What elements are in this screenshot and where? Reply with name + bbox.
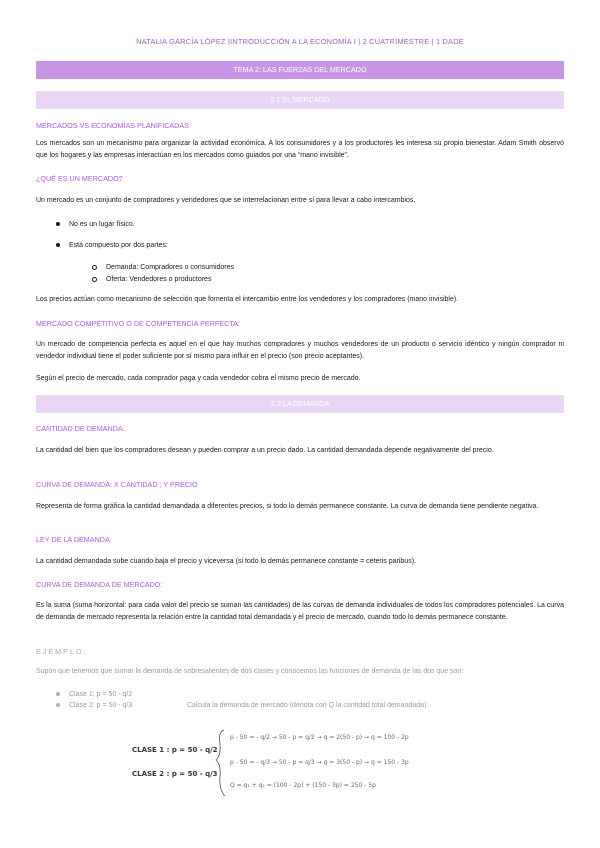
clase-item: Clase 2: p = 50 - q/3 — [56, 701, 132, 711]
paragraph-segun-precio: Según el precio de mercado, cada comprador paga y cada vendedor cobra el mismo precio de mercado. — [36, 375, 361, 382]
sub-bullet-item: Demanda: Compradores o consumidores — [92, 263, 234, 273]
heading-curva-mercado: CURVA DE DEMANDA DE MERCADO: — [36, 580, 163, 589]
bullet-dot-icon — [56, 692, 60, 696]
paragraph-competitivo: Un mercado de competencia perfecta es aquel en el que hay muchos compradores y muchos vendedores de un producto o servicio idéntico y ningún comprador ni vendedor individual tiene el poder suficiente por sí mismo para influir en el precio (son precio aceptantes). — [36, 341, 564, 360]
paragraph-cantidad-demanda: La cantidad del bien que los compradores desean y pueden comprar a un precio dado. La cantidad demandada depende negativamente del precio. — [36, 447, 494, 454]
hand-line3: Q = q₁ + q₂ = (100 - 2p) + (150 - 3p) = 250 - 5p — [230, 782, 376, 789]
bullet-item: No es un lugar físico. — [56, 220, 135, 230]
ejemplo-label: EJEMPLO: — [36, 647, 88, 656]
section-banner-mercado: 2.1 EL MERCADO — [36, 91, 564, 109]
calcula-text: Calcula la demanda de mercado (denota con Q la cantidad total demandada): — [187, 702, 429, 709]
heading-ley-demanda: LEY DE LA DEMANDA: — [36, 535, 112, 544]
paragraph-mercados: Los mercados son un mecanismo para organizar la actividad económica. A los consumidores y a los productores les interesa su propio bienestar. Adam Smith observó que los hogares y las empresas interactúan en los mercados como guiados por una “mano invisible”. — [36, 140, 564, 159]
section-banner-demanda: 2.2 LA DEMANDA — [36, 395, 564, 413]
paragraph-curva-mercado: Es la suma (suma horizontal: para cada valor del precio se suman las cantidades) de las curvas de demanda individuales de todos los compradores potenciales. La curva de demanda de mercado representa la relación entre la cantidad total demandada y el precio de mercado, cuando todo lo demás permanece constante. — [36, 602, 564, 621]
hand-clase1: CLASE 1 : p = 50 - q/2 — [132, 746, 218, 754]
paragraph-ejemplo: Supón que tenemos que sumar la demanda de sobresalientes de dos clases y conocemos las funciones de demanda de las dos que son: — [36, 668, 464, 675]
hand-clase2: CLASE 2 : p = 50 - q/3 — [132, 770, 218, 778]
brace-icon — [216, 730, 225, 796]
heading-que-es-mercado: ¿QUÉ ES UN MERCADO? — [36, 174, 123, 183]
circle-bullet-icon — [92, 277, 97, 282]
paragraph-precios: Los precios actúan como mecanismo de selección que fomenta el intercambio entre los vendedores y los compradores (mano invisible). — [36, 296, 459, 303]
document-header: NATALIA GARCÍA LÓPEZ |INTRODUCCIÓN A LA ECONOMÍA I | 2 CUATRIMESTRE | 1 DADE — [136, 37, 464, 46]
heading-competitivo: MERCADO COMPETITIVO O DE COMPETENCIA PERFECTA: — [36, 319, 240, 328]
hand-line2: p - 50 = - q/3 → 50 - p = q/3 → q = 3(50 - p) → q = 150 - 3p — [230, 759, 409, 766]
paragraph-curva-demanda: Representa de forma gráfica la cantidad demandada a diferentes precios, si todo lo demás permanece constante. La curva de demanda tiene pendiente negativa. — [36, 503, 539, 510]
clase-item: Clase 1: p = 50 - q/2 — [56, 690, 132, 700]
handwritten-example — [130, 724, 570, 804]
sub-bullet-item: Oferta: Vendedores o productores — [92, 275, 211, 285]
bullet-dot-icon — [56, 703, 60, 707]
hand-line1: p - 50 = - q/2 → 50 - p = q/2 → q = 2(50 - p) → q = 100 - 2p — [230, 734, 409, 741]
bullet-dot-icon — [56, 222, 60, 226]
tema-banner: TEMA 2: LAS FUERZAS DEL MERCADO — [36, 61, 564, 79]
heading-cantidad-demanda: CANTIDAD DE DEMANDA: — [36, 424, 125, 433]
paragraph-que-es-mercado: Un mercado es un conjunto de compradores y vendedores que se interrelacionan entre sí para llevar a cabo intercambios. — [36, 197, 416, 204]
circle-bullet-icon — [92, 265, 97, 270]
heading-curva-demanda: CURVA DE DEMANDA: X CANTIDAD ; Y PRECIO — [36, 480, 198, 489]
heading-mercados: MERCADOS VS ECONOMÍAS PLANIFICADAS — [36, 121, 189, 130]
paragraph-ley-demanda: La cantidad demandada sube cuando baja el precio y viceversa (si todo lo demás permanece constante = ceteris paribus). — [36, 558, 416, 565]
bullet-item: Está compuesto por dos partes: — [56, 241, 168, 251]
bullet-dot-icon — [56, 243, 60, 247]
